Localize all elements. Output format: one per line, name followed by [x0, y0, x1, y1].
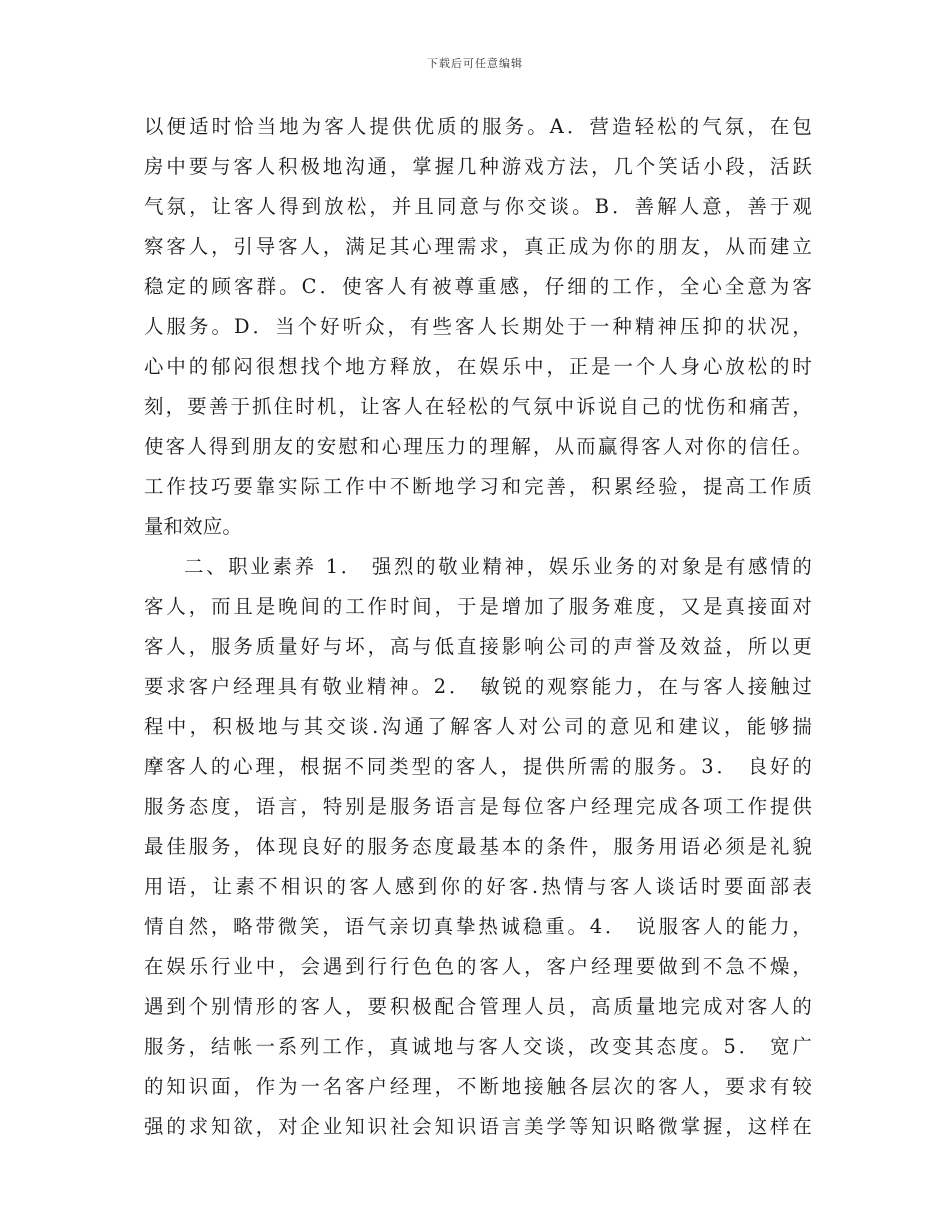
document-body: [144, 107, 812, 1147]
paragraph-2-line: 服务态度，语言，特别是服务语言是每位客户经理完成各项工作提供: [144, 795, 812, 818]
paragraph-1-line: 量和效应。: [144, 515, 242, 538]
paragraph-2-line: 摩客人的心理，根据不同类型的客人，提供所需的服务。3． 良好的: [144, 755, 812, 778]
paragraph-2-line: 服务，结帐一系列工作，真诚地与客人交谈，改变其态度。5． 宽广: [144, 1035, 812, 1058]
paragraph-1-line: 房中要与客人积极地沟通，掌握几种游戏方法，几个笑话小段，活跃: [144, 155, 812, 178]
paragraph-1-line: 气氛，让客人得到放松，并且同意与你交谈。B．善解人意，善于观: [144, 195, 812, 218]
paragraph-2-line: 情自然，略带微笑，语气亲切真挚热诚稳重。4． 说服客人的能力，: [144, 915, 812, 938]
paragraph-2-line: 二、职业素养 1． 强烈的敬业精神，娱乐业务的对象是有感情的: [184, 555, 812, 578]
paragraph-1-line: 人服务。D．当个好听众，有些客人长期处于一种精神压抑的状况，: [144, 315, 812, 338]
paragraph-2-line: 在娱乐行业中，会遇到行行色色的客人，客户经理要做到不急不燥，: [144, 955, 812, 978]
paragraph-2-line: 的知识面，作为一名客户经理，不断地接触各层次的客人，要求有较: [144, 1075, 812, 1098]
paragraph-2-line: 程中，积极地与其交谈.沟通了解客人对公司的意见和建议，能够揣: [144, 715, 812, 738]
paragraph-2-line: 用语，让素不相识的客人感到你的好客.热情与客人谈话时要面部表: [144, 875, 812, 898]
paragraph-2-line: 最佳服务，体现良好的服务态度最基本的条件，服务用语必须是礼貌: [144, 835, 812, 858]
page-header: 下载后可任意编辑: [427, 57, 523, 70]
paragraph-2-line: 遇到个别情形的客人，要积极配合管理人员，高质量地完成对客人的: [144, 995, 812, 1018]
paragraph-2-line: 要求客户经理具有敬业精神。2． 敏锐的观察能力，在与客人接触过: [144, 675, 812, 698]
paragraph-2-line: 客人，服务质量好与坏，高与低直接影响公司的声誉及效益，所以更: [144, 635, 812, 658]
paragraph-1-line: 使客人得到朋友的安慰和心理压力的理解，从而赢得客人对你的信任。: [144, 435, 812, 458]
paragraph-1-line: 心中的郁闷很想找个地方释放，在娱乐中，正是一个人身心放松的时: [144, 355, 812, 378]
paragraph-1-line: 察客人，引导客人，满足其心理需求，真正成为你的朋友，从而建立: [144, 235, 812, 258]
paragraph-1-line: 以便适时恰当地为客人提供优质的服务。A．营造轻松的气氛，在包: [144, 115, 812, 138]
paragraph-1-line: 工作技巧要靠实际工作中不断地学习和完善，积累经验，提高工作质: [144, 475, 812, 498]
paragraph-1-line: 稳定的顾客群。C．使客人有被尊重感，仔细的工作，全心全意为客: [144, 275, 812, 298]
paragraph-2-line: 客人，而且是晚间的工作时间，于是增加了服务难度，又是真接面对: [144, 595, 812, 618]
paragraph-2-line: 强的求知欲，对企业知识社会知识语言美学等知识略微掌握，这样在: [144, 1115, 812, 1138]
paragraph-1-line: 刻，要善于抓住时机，让客人在轻松的气氛中诉说自己的忧伤和痛苦，: [144, 395, 812, 418]
